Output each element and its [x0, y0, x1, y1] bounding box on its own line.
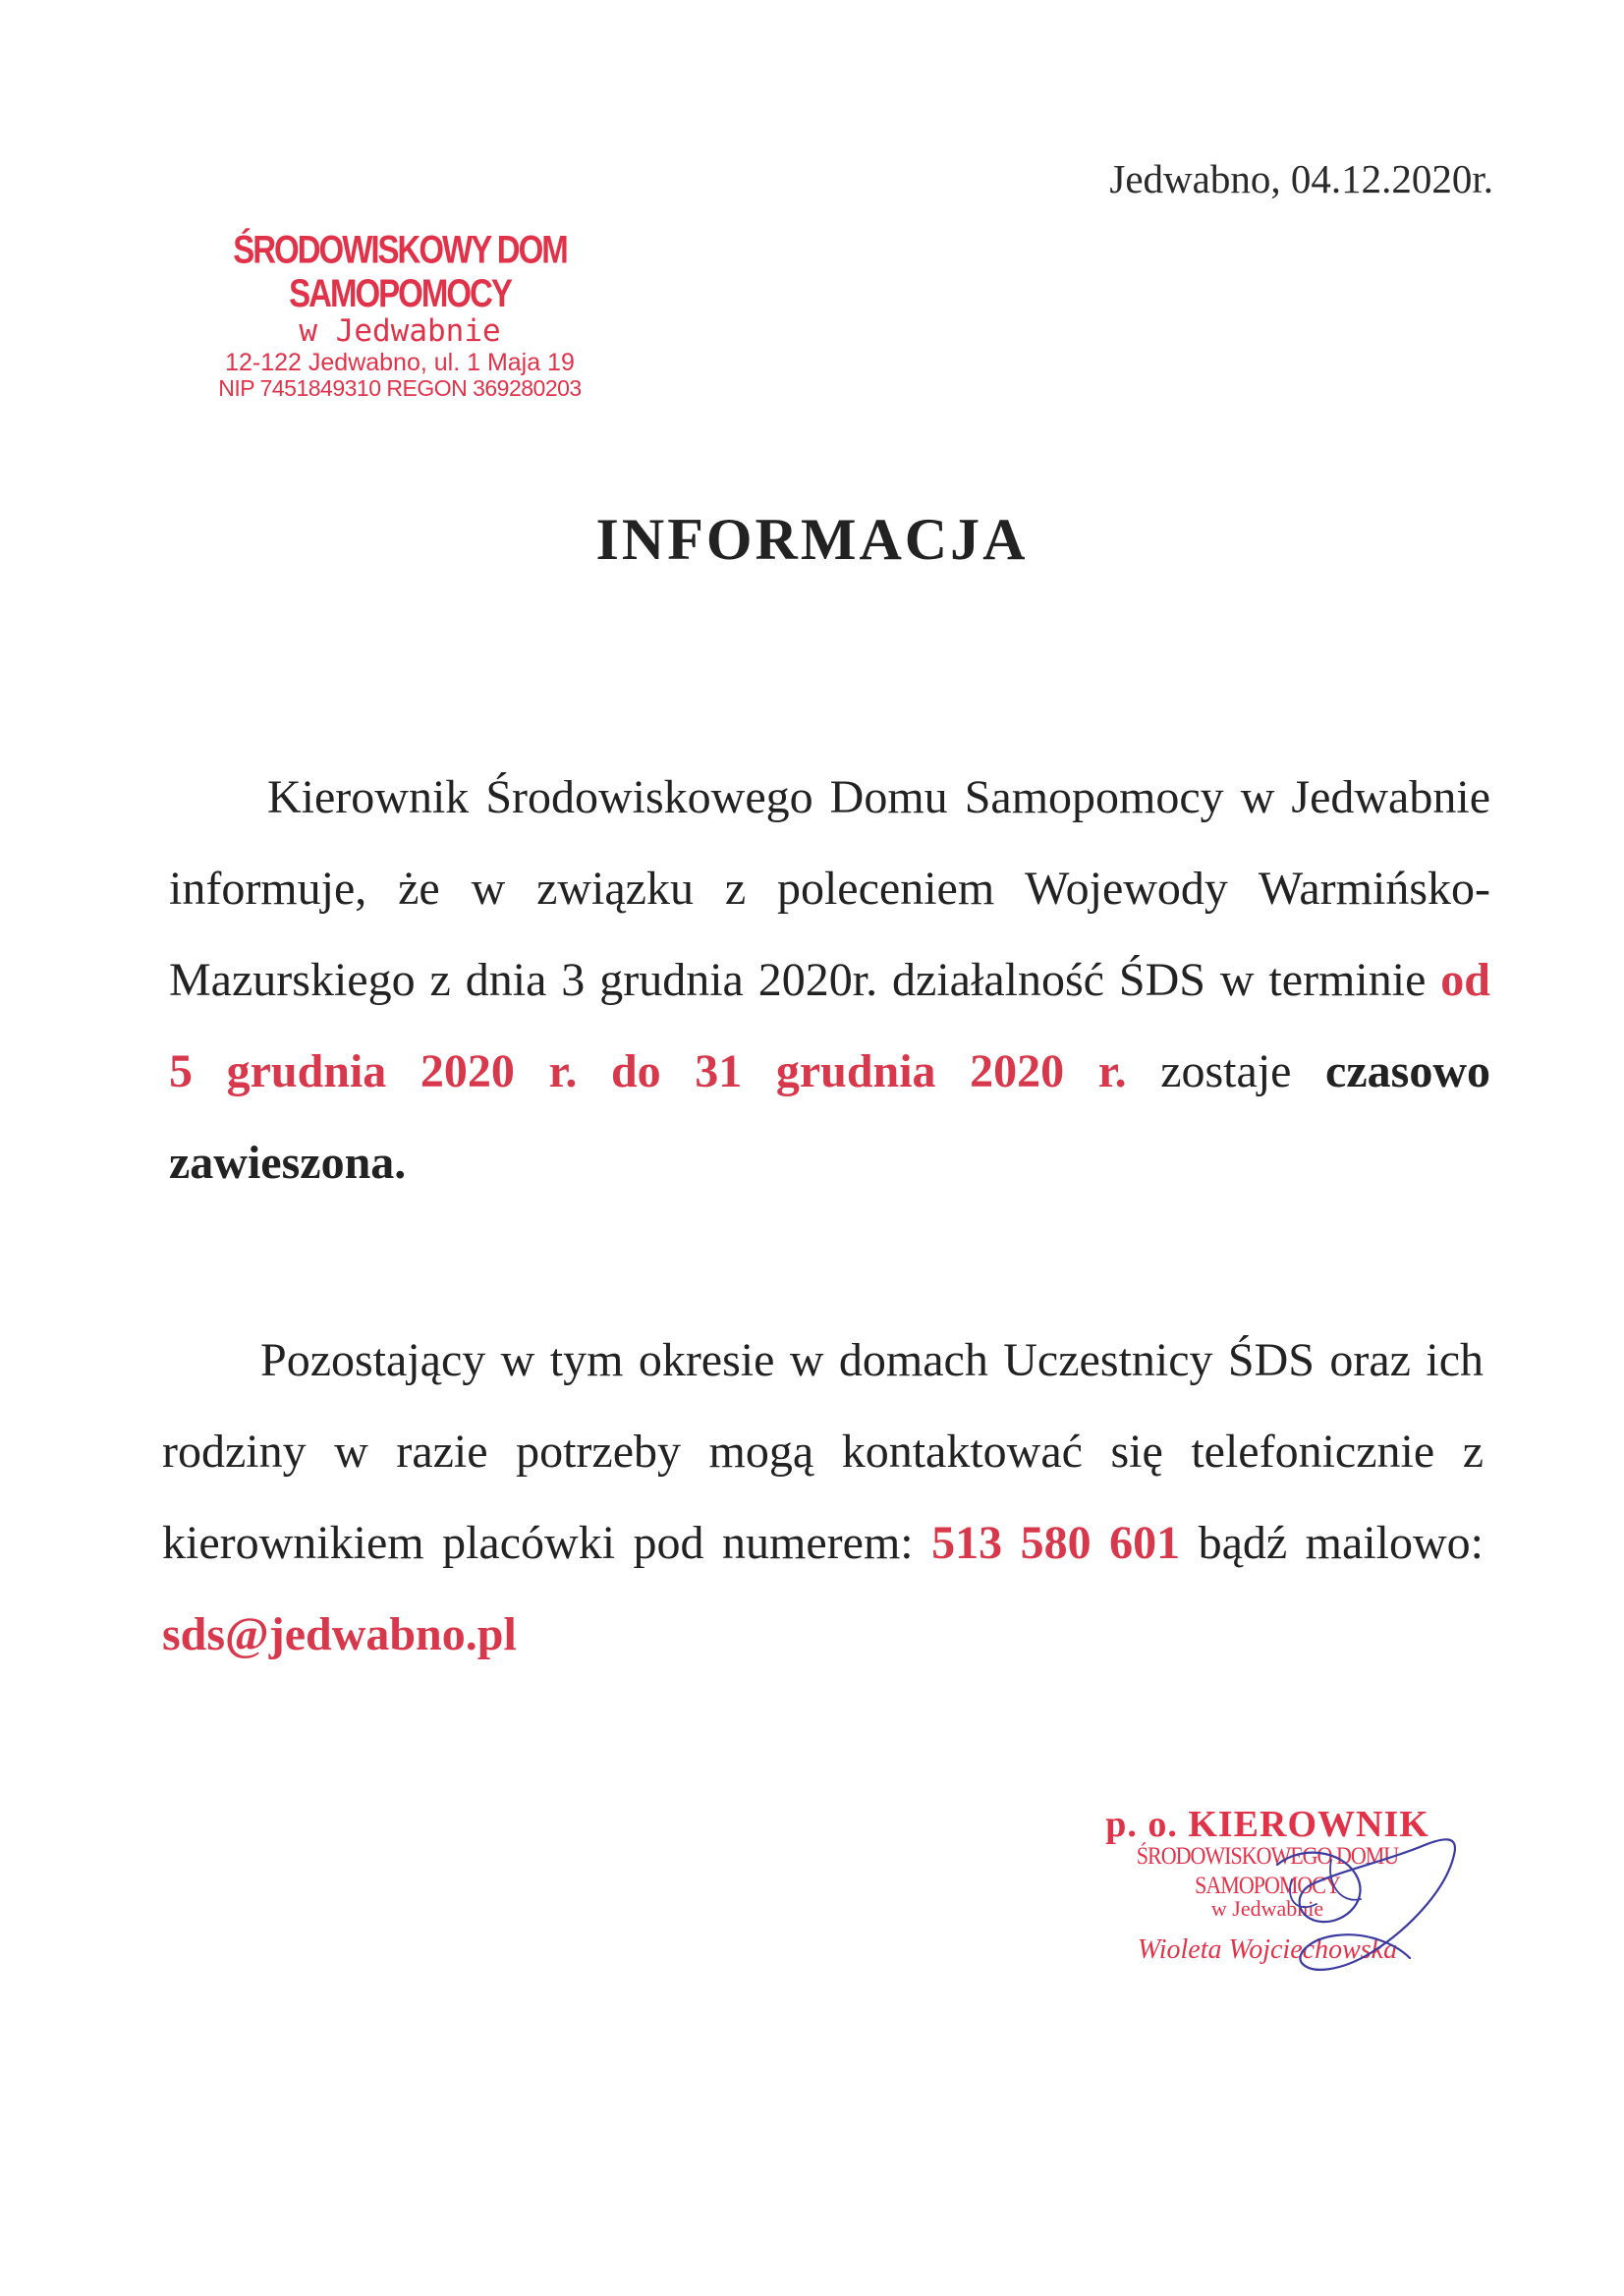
contact-email[interactable]: sds@jedwabno.pl — [162, 1608, 517, 1660]
stamp-address: 12-122 Jedwabno, ul. 1 Maja 19 — [225, 348, 575, 376]
signature-block — [1071, 1806, 1464, 1992]
announcement-text-start: Kierownik Środowiskowego Domu Samopomocy w Jedwabnie informuje, że w związku z poleceniem Wojewody Warmińsko-Mazurskiego z dnia 3 grudnia 2020r. działalność ŚDS w terminie — [169, 771, 1490, 1006]
document-title: INFORMACJA — [595, 507, 1029, 572]
document-date: Jedwabno, 04.12.2020r. — [1109, 156, 1493, 201]
announcement-paragraph — [169, 752, 1490, 1208]
suspension-period: od 5 grudnia 2020 r. do 31 grudnia 2020 r. — [169, 954, 1490, 1097]
stamp-tax-ids: NIP 7451849310 REGON 369280203 — [218, 374, 582, 401]
institution-stamp — [208, 227, 591, 401]
contact-phone[interactable]: 513 580 601 — [931, 1517, 1181, 1569]
stamp-institution-name: ŚRODOWISKOWY DOM SAMOPOMOCY — [233, 227, 567, 315]
signature-name: Wioleta Wojciechowska — [1137, 1933, 1398, 1965]
signature-title: p. o. KIEROWNIK — [1105, 1804, 1429, 1845]
stamp-city: w Jedwabnie — [299, 312, 501, 349]
handwritten-signature-icon — [1130, 1806, 1464, 1992]
announcement-text-middle: zostaje — [1126, 1045, 1326, 1097]
signature-city: w Jedwabnie — [1210, 1895, 1324, 1921]
contact-paragraph — [162, 1315, 1484, 1680]
suspension-emphasis: czasowo zawieszona. — [169, 1045, 1490, 1189]
contact-text-start: Pozostający w tym okresie w domach Uczestnicy ŚDS oraz ich rodziny w razie potrzeby mogą kontaktować się telefonicznie z kierownikiem placówki pod numerem: — [162, 1334, 1484, 1569]
signature-organization: ŚRODOWISKOWEGO DOMU SAMOPOMOCY — [1136, 1840, 1399, 1900]
contact-text-middle: bądź mailowo: — [1180, 1517, 1484, 1569]
